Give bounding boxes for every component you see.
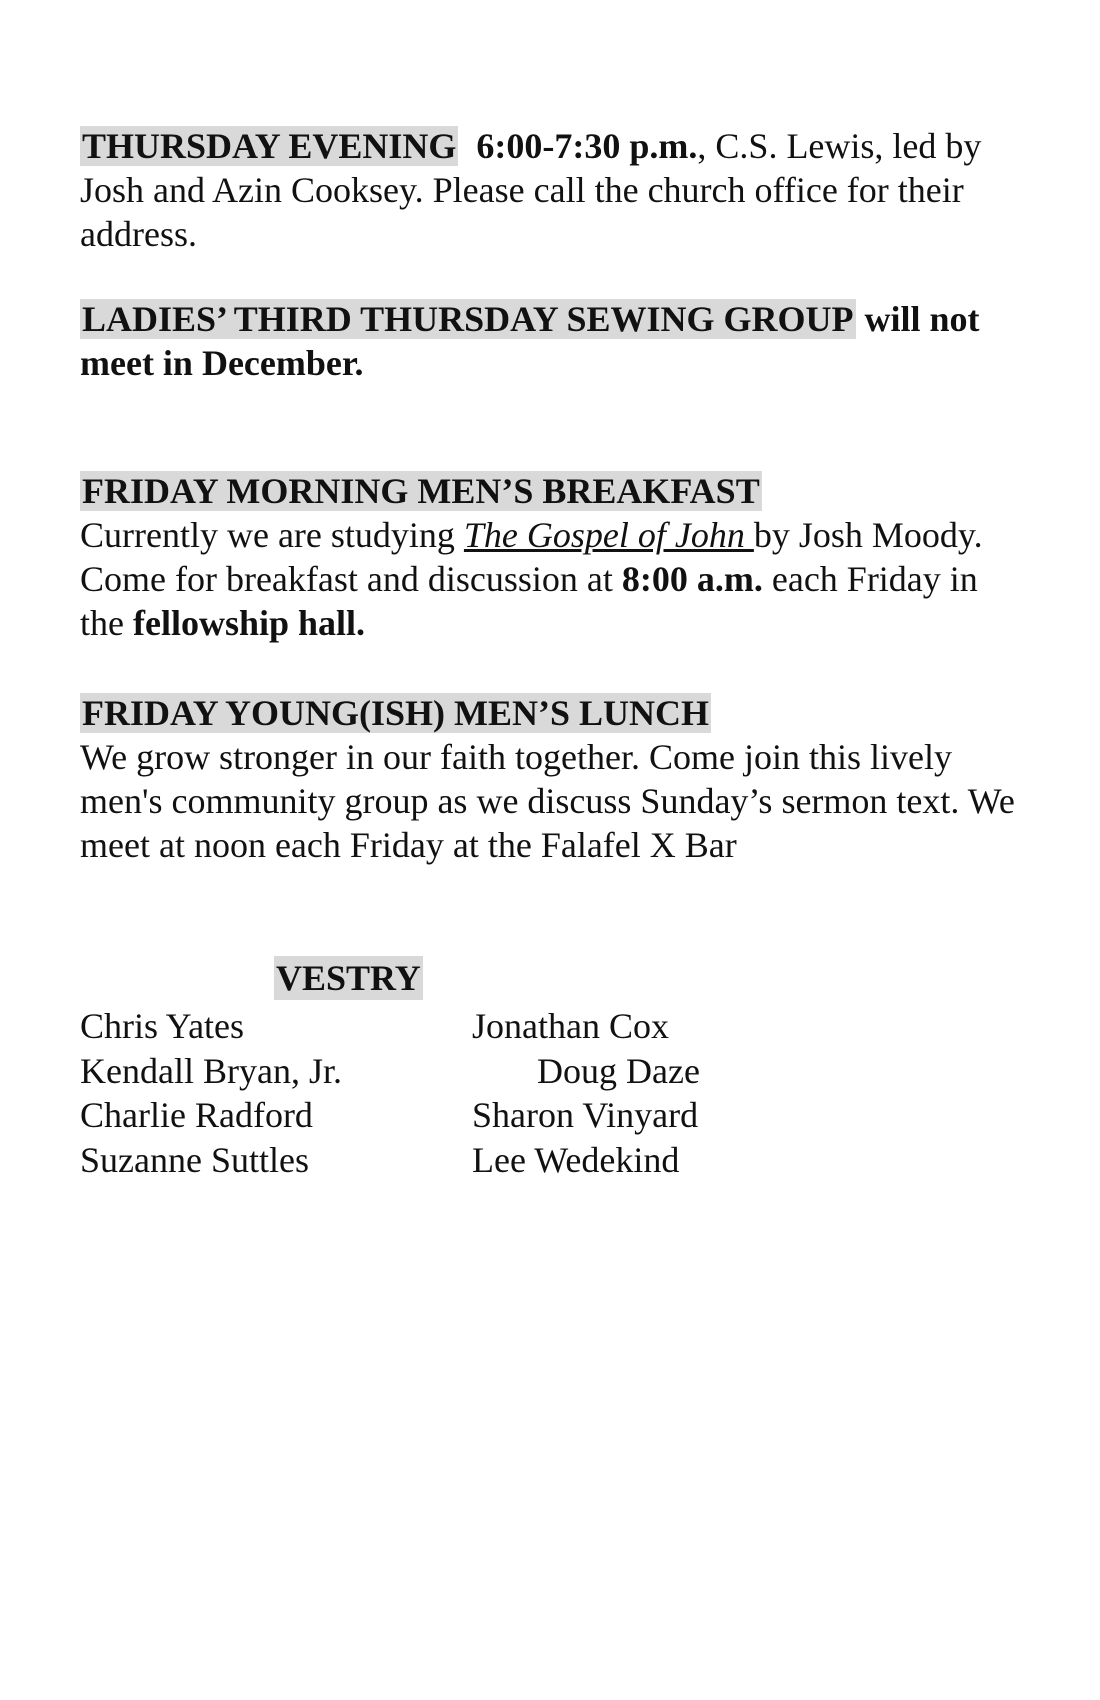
mens-breakfast-text-3: each Friday in the <box>80 559 978 643</box>
sewing-group-text: will not meet in December. <box>80 299 980 383</box>
sewing-group-paragraph <box>80 297 1020 385</box>
mens-breakfast-paragraph <box>80 469 1020 645</box>
vestry-member: Suzanne Suttles <box>80 1139 309 1180</box>
book-title: The Gospel of John <box>463 515 754 555</box>
vestry-member: Kendall Bryan, Jr. <box>80 1050 342 1091</box>
vestry-member: Chris Yates <box>80 1006 245 1046</box>
mens-breakfast-text-2: by Josh Moody. Come for breakfast and discussion at <box>80 515 983 599</box>
vestry-member: Lee Wedekind <box>472 1139 680 1180</box>
vestry-member: Jonathan Cox <box>472 1006 669 1046</box>
vestry-member: Doug Daze <box>537 1050 700 1091</box>
vestry-left-column <box>80 1004 342 1182</box>
mens-breakfast-place: fellowship hall. <box>132 603 366 643</box>
vestry-member: Charlie Radford <box>80 1095 313 1135</box>
sewing-group-heading: LADIES’ THIRD THURSDAY SEWING GROUP <box>82 299 854 339</box>
thursday-evening-text: , C.S. Lewis, led by Josh and Azin Cooksey. Please call the church office for their address. <box>80 126 982 254</box>
mens-lunch-paragraph <box>80 691 1020 867</box>
vestry-member: Sharon Vinyard <box>472 1095 699 1135</box>
thursday-evening-paragraph <box>80 124 1020 256</box>
mens-lunch-heading: FRIDAY YOUNG(ISH) MEN’S LUNCH <box>82 693 710 733</box>
mens-lunch-text: We grow stronger in our faith together. Come join this lively men's community group as we discuss Sunday’s sermon text. We meet at noon each Friday at the Falafel X Bar <box>80 737 1015 865</box>
mens-breakfast-heading: FRIDAY MORNING MEN’S BREAKFAST <box>82 471 760 511</box>
thursday-evening-heading: THURSDAY EVENING <box>82 126 457 166</box>
mens-breakfast-time: 8:00 a.m. <box>621 559 763 599</box>
vestry-right-column <box>472 1004 700 1182</box>
thursday-evening-time: 6:00-7:30 p.m. <box>476 126 698 166</box>
vestry-heading: VESTRY <box>276 958 421 998</box>
mens-breakfast-text-1: Currently we are studying <box>80 515 464 555</box>
